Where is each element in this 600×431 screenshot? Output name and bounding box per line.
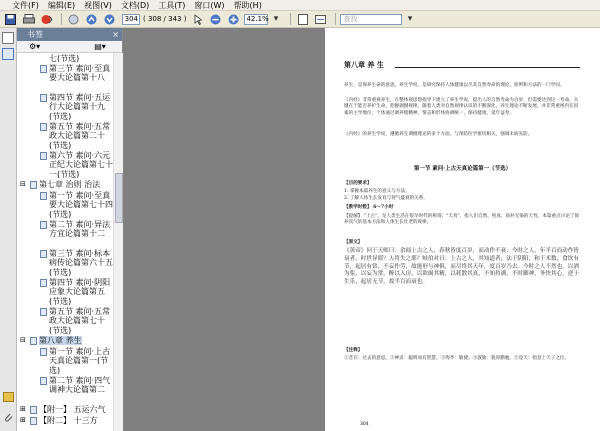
bookmark-chapter-selected[interactable]: ⊟ 第八章 养生 [20,335,82,345]
page-number-input[interactable]: 304 [122,14,140,25]
bookmark-item[interactable]: 第五节 素问·五常政大论篇第二十(节选) [17,122,113,151]
hours-heading: 【教学时数】 6～7小时 [344,205,394,210]
fit-width-icon[interactable] [313,13,328,26]
menu-edit[interactable]: 编辑(E) [47,0,76,10]
chevron-down-icon[interactable]: ▾ [407,14,413,24]
options-icon[interactable]: ⚙▾ [29,42,41,51]
goal-item: 1. 掌握本篇养生的意义与方法。 [344,189,410,194]
bookmark-icon [40,221,47,229]
save-icon[interactable] [3,13,18,26]
bookmark-icon [40,94,47,102]
menu-window[interactable]: 窗口(W) [194,0,225,10]
bookmark-icon [30,406,37,414]
collapse-icon[interactable]: ⊟ [20,179,26,188]
bookmark-item[interactable]: 第三节 素问·至真要大论篇第十八 [17,64,113,93]
summary-paragraph: 【提解】 "上古"，是人类生活在很早时代的称谓；"天真"，指人们自然、纯真、质朴无染的天性。本篇重点讨论了保养真气的基本方法和人体生长壮老的规律。 [344,214,580,226]
toolbar-separator [290,13,291,25]
bookmark-item[interactable]: 第六节 素问·六元正纪大论篇第七十一(节选) [17,151,113,180]
intro-paragraph: 《内经》的养生学说，遵循养生调摄理论的多个方面。与预防医学密切相关，强调未病先防。 [344,132,533,137]
original-text-heading: 【原文】 [344,240,363,245]
pages-icon[interactable] [2,32,14,44]
menu-document[interactable]: 文档(D) [120,0,150,10]
collapse-icon[interactable]: ⊟ [20,335,26,344]
zoom-out-icon[interactable] [208,13,223,26]
chapter-title: 第八章 养 生 [344,60,384,69]
document-viewport[interactable] [123,28,600,431]
bookmark-icon [40,123,47,131]
menu-file[interactable]: 文件(F) [12,0,39,10]
original-text: 《黄帝》问于天师曰：余闻上古之人，春秋皆度百岁，而动作不衰；今时之人，年半百而动作皆衰者，时世异耶？人将失之耶？岐伯对曰：上古之人，其知道者，法于阴阳，和于术数，食饮有节，起居有常，不妄作劳，故能形与神俱，而尽终其天年，度百岁乃去。今时之人不然也，以酒为浆，以妄为常，醉以入房，以欲竭其精，以耗散其真，不知持满，不时御神，务快其心，逆于生乐，起居无节，故半百而衰也。 [344,248,579,286]
menu-bar [0,0,600,11]
comment-icon[interactable] [3,392,14,402]
bookmarks-panel-header [17,28,122,41]
bookmark-item[interactable]: 第四节 素问·五运行大论篇第十九(节选) [17,93,113,122]
notes-text: ①昔在：过去的意思。②神灵：聪明而有智慧。③徇齐：敏捷。④敦敏：敦厚勤勉。⑤登天：指登上天子之位。 [344,356,570,361]
attachment-icon[interactable] [3,412,14,423]
bookmarks-toolbar [17,41,122,53]
bookmark-icon [40,250,47,258]
expand-icon[interactable]: ⊞ [20,404,26,413]
bookmark-icon [30,181,37,189]
chevron-down-icon[interactable]: ▾ [273,14,279,24]
bookmark-item[interactable]: 第一节 素问·至真要大论篇第七十四(节选) [17,191,113,220]
bookmark-icon [40,65,47,73]
page-count: ( 308 / 343 ) [143,15,187,23]
bookmark-icon [30,417,37,425]
close-icon[interactable]: × [112,30,119,39]
intro-paragraph: 养生，是保养生命的意思。养生学说，是研究保持人体健康以尽其自然寿命的理论、原则和方法的一门学问。 [344,83,565,88]
bookmark-icon [40,348,47,356]
select-tool-icon[interactable] [190,13,205,26]
bookmark-item[interactable]: 第四节 素问·阴阳应象大论篇第五(节选) [17,278,113,307]
intro-paragraph: 《内经》非常重视养生，在整体观思想指导下建立了养生学说，提出人的自然寿命为百岁，但需要达到这一寿命，关键在于能否养护生命，把握调摄规律。随着人类对自然规律认识的不断深化，养生理论不断发展，并非常重视内在因素的主导地位，个体通过调养使精神、情志和形体协调统一，保持健康，延年益寿。 [344,98,579,116]
bookmark-item[interactable]: 七(节选) [49,54,80,63]
bookmark-item[interactable]: 第一节 素问·上古天真论篇第一(节选) [17,347,113,376]
toolbar-separator [61,13,62,25]
next-page-icon[interactable] [102,13,117,26]
toolbar [0,11,600,28]
bookmark-appendix[interactable]: ⊞ 【附一】 五运六气 [20,404,106,414]
scrollbar-thumb[interactable] [115,173,123,223]
bookmark-item[interactable]: 第二节 素问·异法方宜论篇第十二 [17,220,113,249]
bookmark-tree [17,53,113,431]
bookmark-item[interactable]: 第五节 素问·五常政大论篇第七十(节选) [17,307,113,336]
bookmark-chapter[interactable]: ⊟ 第七章 治则 治法 [20,179,101,189]
hand-tool-icon[interactable] [66,13,81,26]
previous-page-icon[interactable] [84,13,99,26]
bookmarks-panel-title: 书签 [27,30,43,39]
search-input[interactable]: 查找 [340,14,402,25]
fit-page-icon[interactable] [295,13,310,26]
zoom-in-icon[interactable] [226,13,241,26]
bookmark-icon [30,337,37,345]
navigation-icon-strip [0,28,17,431]
menu-tools[interactable]: 工具(T) [158,0,186,10]
bookmark-icon [40,308,47,316]
notes-heading: 【注释】 [344,348,363,353]
page-number: 304 [360,422,369,427]
toolbar-separator [335,13,336,25]
bookmark-icon [40,279,47,287]
bookmarks-scrollbar[interactable] [113,53,123,431]
goal-item: 2. 了解人体生长发育与肾气盛衰的关系。 [344,196,428,201]
bookmark-icon [40,152,47,160]
bookmark-icon [40,377,47,385]
expand-bookmark-icon[interactable]: ▤▾ [94,42,106,51]
bookmark-item[interactable]: 第三节 素问·标本病传论篇第六十五(节选) [17,249,113,278]
zoom-level-input[interactable]: 42.1% [246,14,269,23]
bookmark-icon [40,192,47,200]
bookmarks-panel [17,28,123,431]
chapter-rule [395,67,580,68]
bookmark-item[interactable]: 第二节 素问·四气调神大论篇第二 [17,376,113,405]
share-icon[interactable] [39,13,54,26]
section-title: 第一节 素问·上古天真论篇第一（节选） [413,166,512,172]
pdf-page [325,28,600,431]
print-icon[interactable] [21,13,36,26]
goal-heading: 【目的要求】 [344,181,372,186]
menu-help[interactable]: 帮助(H) [233,0,262,10]
bookmarks-icon[interactable] [2,48,14,60]
menu-view[interactable]: 视图(V) [84,0,112,10]
bookmark-appendix[interactable]: ⊞ 【附二】 十三方 [20,415,98,425]
expand-icon[interactable]: ⊞ [20,415,26,424]
